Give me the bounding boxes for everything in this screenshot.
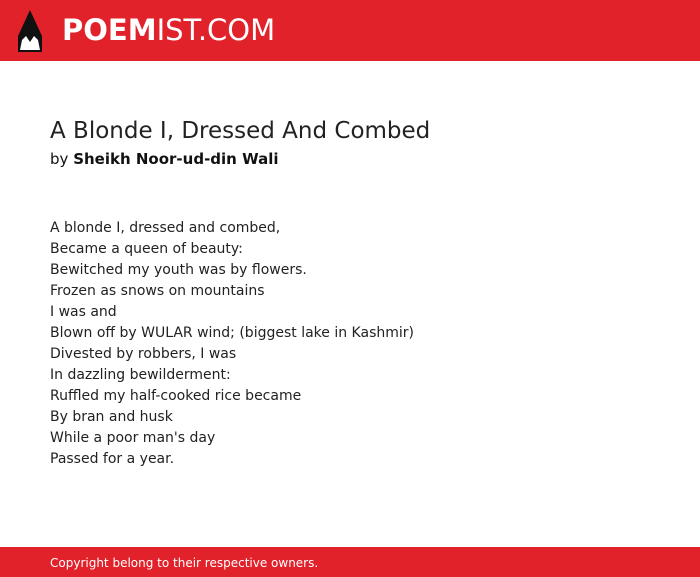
- poem-line: Frozen as snows on mountains: [50, 283, 265, 299]
- poem-line: Bewitched my youth was by flowers.: [50, 262, 307, 278]
- logo-light-text: IST.COM: [156, 13, 276, 47]
- site-footer: [0, 547, 700, 577]
- poem-body: [50, 218, 650, 470]
- site-header: [0, 0, 700, 61]
- poem-line: Became a queen of beauty:: [50, 241, 243, 257]
- poem-line: Blown off by WULAR wind; (biggest lake in Kashmir): [50, 325, 414, 341]
- poem-byline: [50, 148, 279, 170]
- poem-line: By bran and husk: [50, 409, 173, 425]
- poem-line: While a poor man's day: [50, 430, 216, 446]
- poem-line: A blonde I, dressed and combed,: [50, 220, 281, 236]
- copyright-text: Copyright belong to their respective owners.: [50, 556, 319, 570]
- logo-bold-text: POEM: [62, 13, 157, 47]
- poem-title: A Blonde I, Dressed And Combed: [50, 118, 431, 144]
- pencil-tip-icon[interactable]: [18, 10, 42, 52]
- site-logo[interactable]: [62, 13, 275, 47]
- poem-line: In dazzling bewilderment:: [50, 367, 231, 383]
- poem-line: Ruffled my half-cooked rice became: [50, 388, 302, 404]
- poem-line: Divested by robbers, I was: [50, 346, 237, 362]
- poem-line: I was and: [50, 304, 117, 320]
- poem-author: Sheikh Noor-ud-din Wali: [73, 150, 279, 168]
- by-prefix: by: [50, 150, 69, 168]
- poem-line: Passed for a year.: [50, 451, 175, 467]
